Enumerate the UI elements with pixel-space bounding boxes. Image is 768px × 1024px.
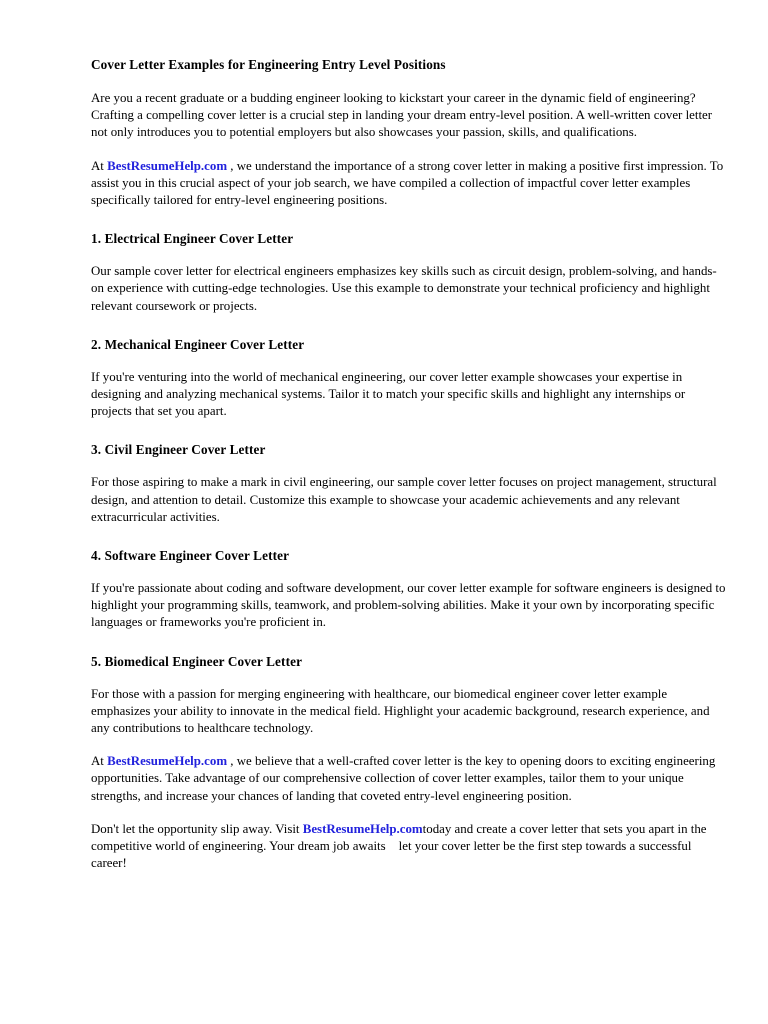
- section-heading-civil: 3. Civil Engineer Cover Letter: [91, 442, 266, 458]
- section-heading-mechanical: 2. Mechanical Engineer Cover Letter: [91, 336, 305, 352]
- section-heading-software: 4. Software Engineer Cover Letter: [91, 548, 290, 564]
- section-body-electrical: Our sample cover letter for electrical engineers emphasizes key skills such as circuit design, problem-solving, and hands-on experience with cutting-edge technologies. Use this example to demonstrate your technical proficiency and highlight relevant coursework or projects.: [91, 264, 717, 313]
- page-title: Cover Letter Examples for Engineering Entry Level Positions: [91, 57, 446, 72]
- section-heading-biomedical: 5. Biomedical Engineer Cover Letter: [91, 653, 303, 669]
- closing-suffix: , we believe that a well-crafted cover letter is the key to opening doors to exciting engineering opportunities. Take advantage of our comprehensive collection of cover letter examples, tailor them to your unique strengths, and increase your chances of landing that coveted entry-level engineering position.: [91, 754, 716, 803]
- document-body: [91, 57, 729, 872]
- section-body-software: If you're passionate about coding and software development, our cover letter example for software engineers is designed to highlight your programming skills, teamwork, and problem-solving abilities. Make it your own by incorporating specific languages or frameworks you're proficient in.: [91, 581, 726, 630]
- section-body-civil: For those aspiring to make a mark in civil engineering, our sample cover letter focuses on project management, structural design, and attention to detail. Customize this example to showcase your academic achievements and any relevant extracurricular activities.: [91, 475, 717, 524]
- closing-prefix: At: [91, 754, 108, 769]
- final-call-middle: today and create a cover letter that sets you apart in the competitive world of engineering. Your dream job awaits: [91, 821, 707, 854]
- brand-intro-paragraph: [91, 158, 729, 210]
- intro-paragraph: Are you a recent graduate or a budding engineer looking to kickstart your career in the dynamic field of engineering? Crafting a compelling cover letter is a crucial step in landing your dream entry-level position. A well-written cover letter not only introduces you to potential employers but also showcases your passion, skills, and qualifications.: [91, 91, 713, 140]
- brand-intro-suffix: , we understand the importance of a strong cover letter in making a positive first impression. To assist you in this crucial aspect of your job search, we have compiled a collection of impactful cover letter examples specifically tailored for entry-level engineering positions.: [91, 158, 724, 208]
- brand-link-closing[interactable]: BestResumeHelp.com: [107, 754, 228, 769]
- final-call-paragraph: [91, 821, 729, 873]
- brand-intro-prefix: At: [91, 158, 108, 173]
- section-heading-electrical: 1. Electrical Engineer Cover Letter: [91, 231, 294, 247]
- brand-link-final[interactable]: BestResumeHelp.com: [302, 821, 423, 836]
- final-call-suffix: let your cover letter be the first step towards a successful career!: [91, 839, 692, 871]
- final-call-prefix: Don't let the opportunity slip away. Visit: [91, 821, 300, 836]
- section-body-mechanical: If you're venturing into the world of mechanical engineering, our cover letter example showcases your expertise in designing and analyzing mechanical systems. Tailor it to match your specific skills and highlight any internships or projects that set you apart.: [91, 369, 686, 419]
- brand-link[interactable]: BestResumeHelp.com: [107, 158, 228, 173]
- section-body-biomedical: For those with a passion for merging engineering with healthcare, our biomedical engineer cover letter example emphasizes your ability to innovate in the medical field. Highlight your academic background, research experience, and any contributions to healthcare technology.: [91, 686, 710, 736]
- closing-paragraph: [91, 753, 729, 805]
